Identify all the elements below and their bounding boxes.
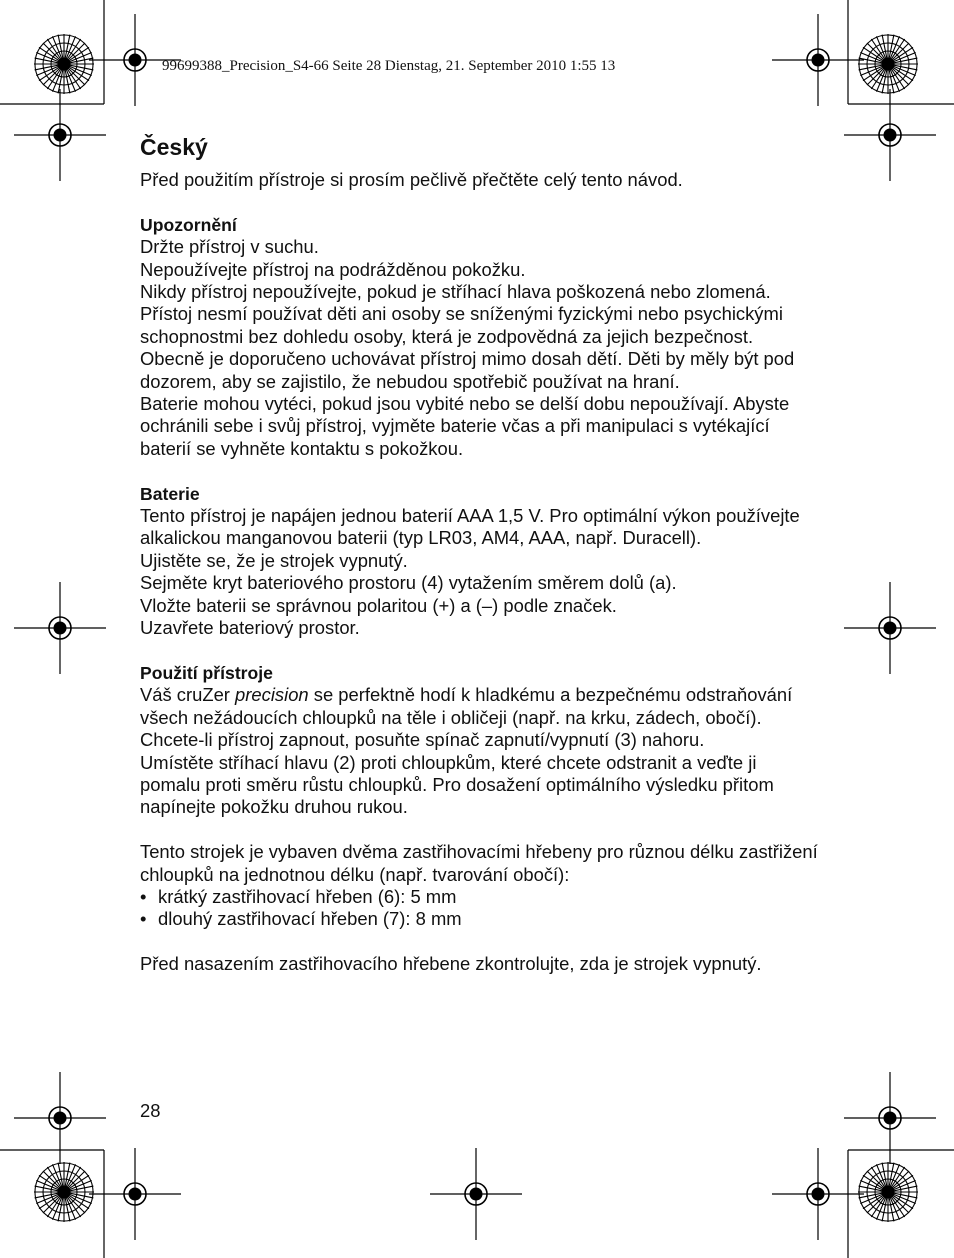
warning-heading: Upozornění bbox=[140, 214, 237, 235]
spacer bbox=[140, 460, 820, 482]
product-name-italic: precision bbox=[235, 684, 309, 706]
spacer bbox=[140, 640, 820, 662]
bullet-icon: • bbox=[140, 885, 147, 907]
spacer bbox=[140, 931, 820, 953]
page-number: 28 bbox=[140, 1100, 161, 1121]
intro-paragraph: Před použitím přístroje si prosím pečlivě přečtěte celý tento návod. bbox=[140, 169, 683, 190]
battery-heading: Baterie bbox=[140, 483, 200, 504]
print-slug-line: 99699388_Precision_S4-66 Seite 28 Dienstag, 21. September 2010 1:55 13 bbox=[162, 58, 616, 74]
list-item-text: dlouhý zastřihovací hřeben (7): 8 mm bbox=[158, 908, 462, 930]
combs-intro: Tento strojek je vybaven dvěma zastřihovacími hřebeny pro různou délku zastřižení chloupků na jednotnou délku (např. tvarování obočí): bbox=[140, 841, 818, 885]
page-title: Český bbox=[140, 134, 208, 160]
list-item-text: krátký zastřihovací hřeben (6): 5 mm bbox=[158, 885, 457, 907]
list-item bbox=[140, 886, 820, 908]
closing-paragraph: Před nasazením zastřihovacího hřebene zkontrolujte, zda je strojek vypnutý. bbox=[140, 953, 762, 975]
warning-text: Držte přístroj v suchu. Nepoužívejte přístroj na podrážděnou pokožku. Nikdy přístroj nepoužívejte, pokud je stříhací hlava poškozená nebo zlomená. Přístoj nesmí používat děti ani osoby se sníženými fyzickými nebo psychickými schopnostmi bez dohledu osoby, která je zodpovědná za jejich bezpečnost. Obecně je doporučeno uchovávat přístroj mimo dosah dětí. Děti by měly být pod dozorem, aby se zajistilo, že nebudou spotřebič používat na hraní. Baterie mohou vytéci, pokud jsou vybité nebo se delší dobu nepoužívají. Abyste ochránili sebe i svůj přístroj, vyjměte baterie včas a při manipulaci s vytékající baterií se vyhněte kontaktu s pokožkou. bbox=[140, 236, 795, 459]
spacer bbox=[140, 191, 820, 213]
usage-text bbox=[140, 684, 820, 818]
usage-body: se perfektně hodí k hladkému a bezpečnému odstraňování všech nežádoucích chloupků na těle i obličeji (např. na krku, zádech, obočí). Chcete-li přístroj zapnout, posuňte spínač zapnutí/vypnutí (3) nahoru. Umístěte stříhací hlavu (2) proti chloupkům, které chcete odstranit a veďte ji pomalu proti směru růstu chloupků. Pro dosažení optimálního výsledku přitom napínejte pokožku druhou rukou. bbox=[140, 684, 793, 818]
list-item bbox=[140, 908, 820, 930]
usage-heading: Použití přístroje bbox=[140, 662, 273, 683]
usage-lead: Váš cruZer bbox=[140, 684, 236, 706]
document-body bbox=[140, 132, 820, 976]
spacer bbox=[140, 819, 820, 841]
battery-text: Tento přístroj je napájen jednou baterií AAA 1,5 V. Pro optimální výkon používejte alkalickou manganovou baterii (typ LR03, AM4, AAA, např. Duracell). Ujistěte se, že je strojek vypnutý. Sejměte kryt bateriového prostoru (4) vytažením směrem dolů (a). Vložte baterii se správnou polaritou (+) a (–) podle značek. Uzavřete bateriový prostor. bbox=[140, 505, 800, 639]
bullet-icon: • bbox=[140, 908, 147, 930]
